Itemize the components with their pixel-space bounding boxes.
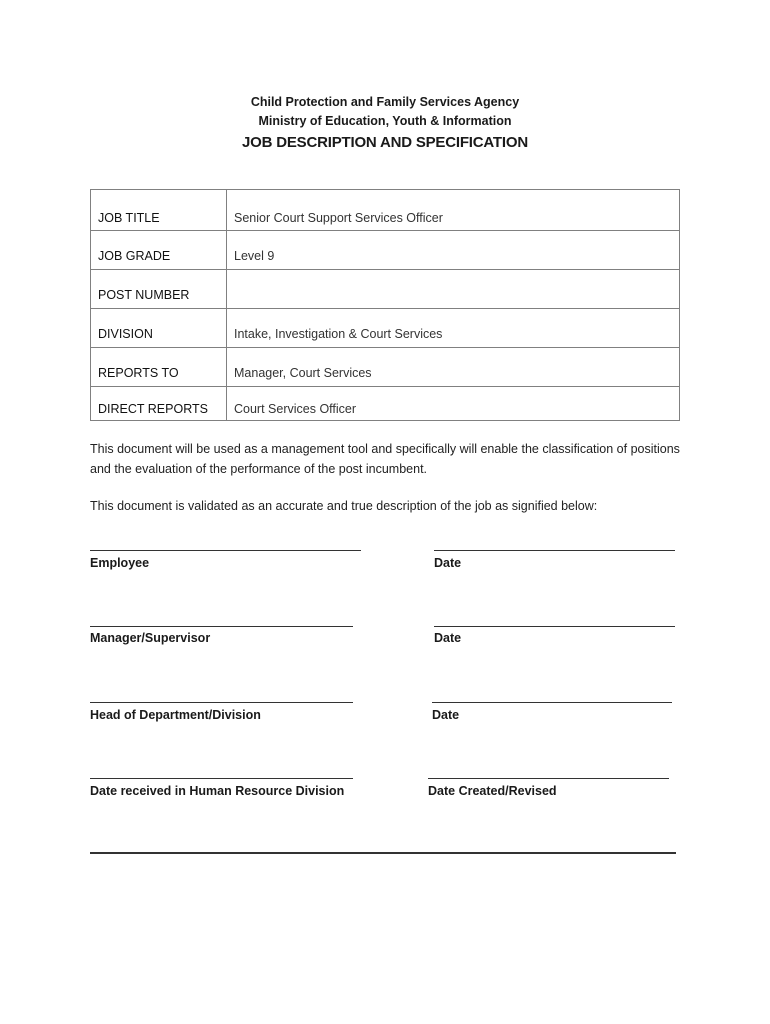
hr-received-label: Date received in Human Resource Division — [90, 784, 345, 798]
job-title-value: Senior Court Support Services Officer — [227, 190, 680, 231]
head-date-line[interactable] — [432, 702, 672, 703]
validation-paragraph: This document is validated as an accurate and true description of the job as signified below: — [90, 499, 598, 513]
hr-received-line[interactable] — [90, 778, 353, 779]
post-number-label: POST NUMBER — [91, 270, 227, 309]
job-title-label: JOB TITLE — [91, 190, 227, 231]
employee-signature-line[interactable] — [90, 550, 361, 551]
manager-label: Manager/Supervisor — [90, 631, 211, 645]
agency-name: Child Protection and Family Services Agency — [250, 95, 520, 109]
division-value: Intake, Investigation & Court Services — [227, 309, 680, 348]
table-row — [91, 270, 680, 309]
created-revised-line[interactable] — [428, 778, 669, 779]
reports-to-label: REPORTS TO — [91, 348, 227, 387]
employee-date-line[interactable] — [434, 550, 675, 551]
table-row — [91, 309, 680, 348]
direct-reports-label: DIRECT REPORTS — [91, 387, 227, 421]
reports-to-value: Manager, Court Services — [227, 348, 680, 387]
manager-date-line[interactable] — [434, 626, 675, 627]
created-revised-label: Date Created/Revised — [428, 784, 557, 798]
job-grade-label: JOB GRADE — [91, 231, 227, 270]
post-number-value — [227, 270, 680, 309]
usage-paragraph: This document will be used as a management tool and specifically will enable the classification of positions and the evaluation of the performance of the post incumbent. — [90, 442, 680, 476]
head-date-label: Date — [432, 708, 460, 722]
job-details-table — [90, 189, 680, 421]
ministry-name: Ministry of Education, Youth & Information — [258, 114, 512, 128]
head-label: Head of Department/Division — [90, 708, 261, 722]
table-row — [91, 348, 680, 387]
division-label: DIVISION — [91, 309, 227, 348]
bottom-divider-line — [90, 852, 676, 854]
manager-date-label: Date — [434, 631, 462, 645]
employee-label: Employee — [90, 556, 150, 570]
table-row — [91, 231, 680, 270]
table-row — [91, 190, 680, 231]
direct-reports-value: Court Services Officer — [227, 387, 680, 421]
table-row — [91, 387, 680, 421]
head-signature-line[interactable] — [90, 702, 353, 703]
manager-signature-line[interactable] — [90, 626, 353, 627]
employee-date-label: Date — [434, 556, 462, 570]
document-title: JOB DESCRIPTION AND SPECIFICATION — [242, 134, 528, 151]
job-grade-value: Level 9 — [227, 231, 680, 270]
